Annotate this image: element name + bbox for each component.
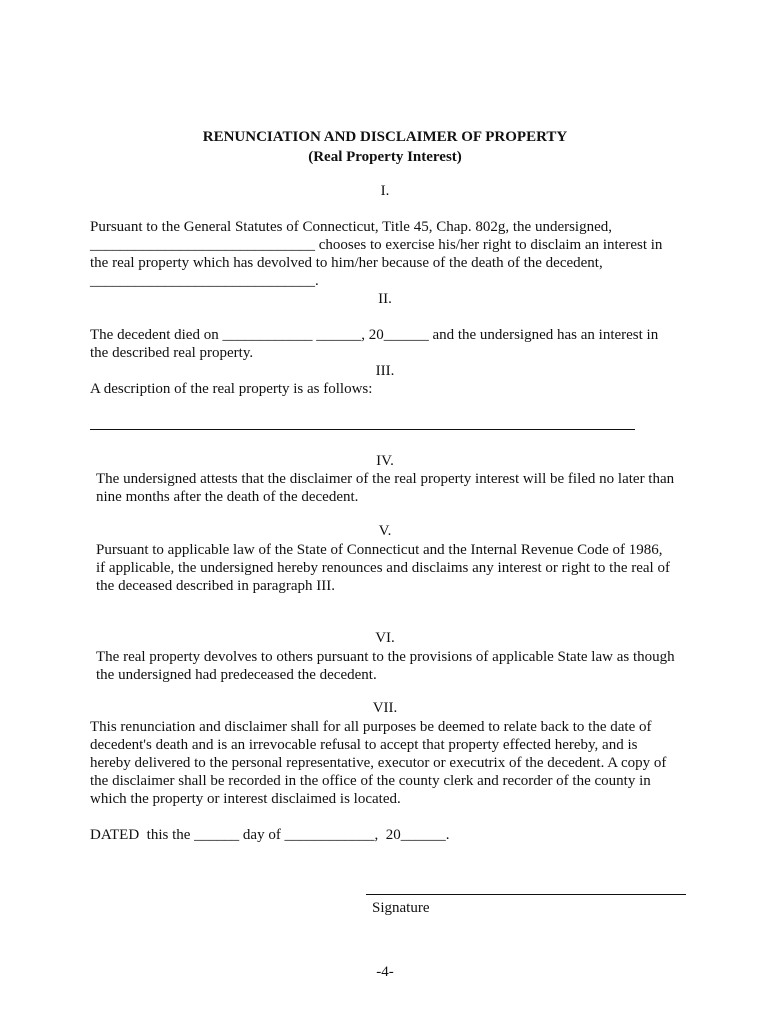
section-heading-1: I. <box>380 183 390 199</box>
document-subtitle: (Real Property Interest) <box>308 149 462 165</box>
section-4-line: nine months after the death of the decedent. <box>96 489 359 505</box>
section-heading-2: II. <box>378 291 392 307</box>
section-1-line: Pursuant to the General Statutes of Connecticut, Title 45, Chap. 802g, the undersigned, <box>90 219 613 235</box>
section-7-line: This renunciation and disclaimer shall for all purposes be deemed to relate back to the date of <box>90 719 652 735</box>
section-1-line: ______________________________ chooses to exercise his/her right to disclaim an interest in <box>90 237 663 253</box>
section-5-line: Pursuant to applicable law of the State of Connecticut and the Internal Revenue Code of 1986, <box>96 542 663 558</box>
section-3-line: A description of the real property is as follows: <box>90 381 373 397</box>
section-heading-4: IV. <box>376 453 394 469</box>
section-1-line: the real property which has devolved to him/her because of the death of the decedent, <box>90 255 603 271</box>
section-6-line: the undersigned had predeceased the decedent. <box>96 667 377 683</box>
section-7-line: which the property or interest disclaimed is located. <box>90 791 401 807</box>
section-5-line: if applicable, the undersigned hereby renounces and disclaims any interest or right to the real of <box>96 560 670 576</box>
dated-line: DATED this the ______ day of ____________, 20______. <box>90 827 450 843</box>
page-number: -4- <box>376 964 394 980</box>
section-7-line: hereby delivered to the personal representative, executor or executrix of the decedent. A copy of <box>90 755 667 771</box>
section-5-line: the deceased described in paragraph III. <box>96 578 336 594</box>
section-2-line: the described real property. <box>90 345 254 361</box>
section-4-line: The undersigned attests that the disclaimer of the real property interest will be filed no later than <box>96 471 675 487</box>
section-7-line: decedent's death and is an irrevocable refusal to accept that property effected hereby, and is <box>90 737 638 753</box>
section-2-line: The decedent died on ____________ ______, 20______ and the undersigned has an interest in <box>90 327 659 343</box>
section-heading-7: VII. <box>372 700 398 716</box>
section-heading-3: III. <box>375 363 395 379</box>
signature-label: Signature <box>372 900 430 916</box>
document-title: RENUNCIATION AND DISCLAIMER OF PROPERTY <box>202 129 568 145</box>
property-description-line <box>90 429 635 430</box>
signature-line <box>366 894 686 895</box>
section-7-line: the disclaimer shall be recorded in the office of the county clerk and recorder of the county in <box>90 773 651 789</box>
section-6-line: The real property devolves to others pursuant to the provisions of applicable State law as though <box>96 649 675 665</box>
section-heading-5: V. <box>378 523 392 539</box>
section-heading-6: VI. <box>375 630 395 646</box>
section-1-line: ______________________________. <box>90 273 319 289</box>
